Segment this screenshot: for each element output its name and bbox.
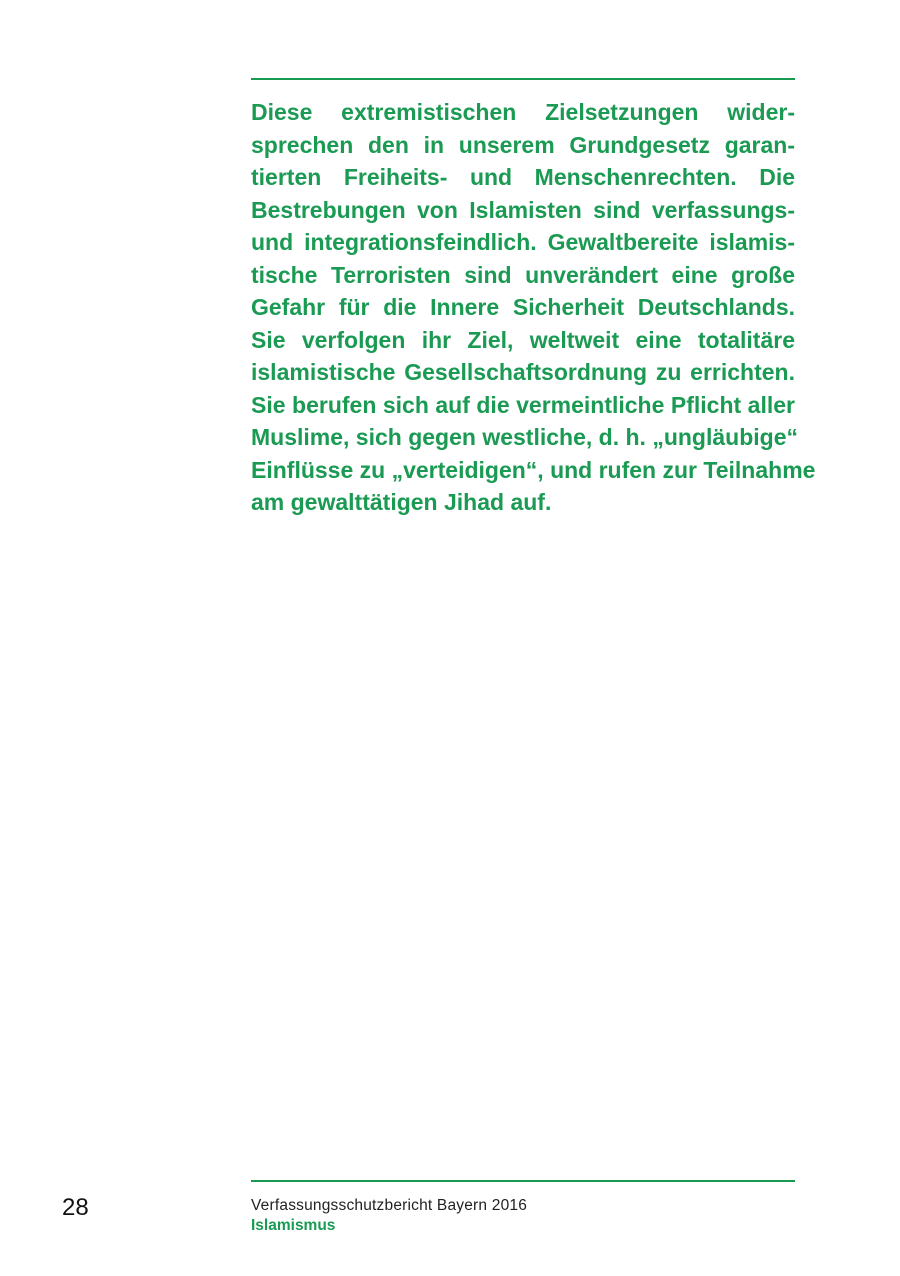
footer-divider [251,1180,795,1182]
text-line: islamistische Gesellschaftsordnung zu errichten. [251,359,795,385]
text-line: Sie verfolgen ihr Ziel, weltweit eine totalitäre [251,326,795,353]
page-number: 28 [62,1194,89,1221]
publication-title: Verfassungsschutzbericht Bayern 2016 [251,1197,528,1214]
text-line: Muslime, sich gegen westliche, d. h. „ungläubige“ [251,424,798,450]
text-line: Diese extremistischen Zielsetzungen wider- [251,99,795,125]
text-line: tische Terroristen sind unverändert eine große [251,261,795,288]
text-line: und integrationsfeindlich. Gewaltbereite islamis- [251,229,795,255]
text-line: Gefahr für die Innere Sicherheit Deutschlands. [251,294,795,320]
text-line: am gewalttätigen Jihad auf. [251,489,552,515]
running-footer [251,1196,795,1236]
text-line: tierten Freiheits- und Menschenrechten. Die [251,164,795,190]
text-line: Sie berufen sich auf die vermeintliche Pflicht aller [251,391,795,418]
text-line: Bestrebungen von Islamisten sind verfassungs- [251,196,795,223]
text-line: sprechen den in unserem Grundgesetz garan- [251,131,795,158]
text-line: Einflüsse zu „verteidigen“, und rufen zur Teilnahme [251,456,816,483]
top-divider [251,78,795,80]
section-name: Islamismus [251,1217,336,1234]
highlighted-text-block [251,96,816,519]
